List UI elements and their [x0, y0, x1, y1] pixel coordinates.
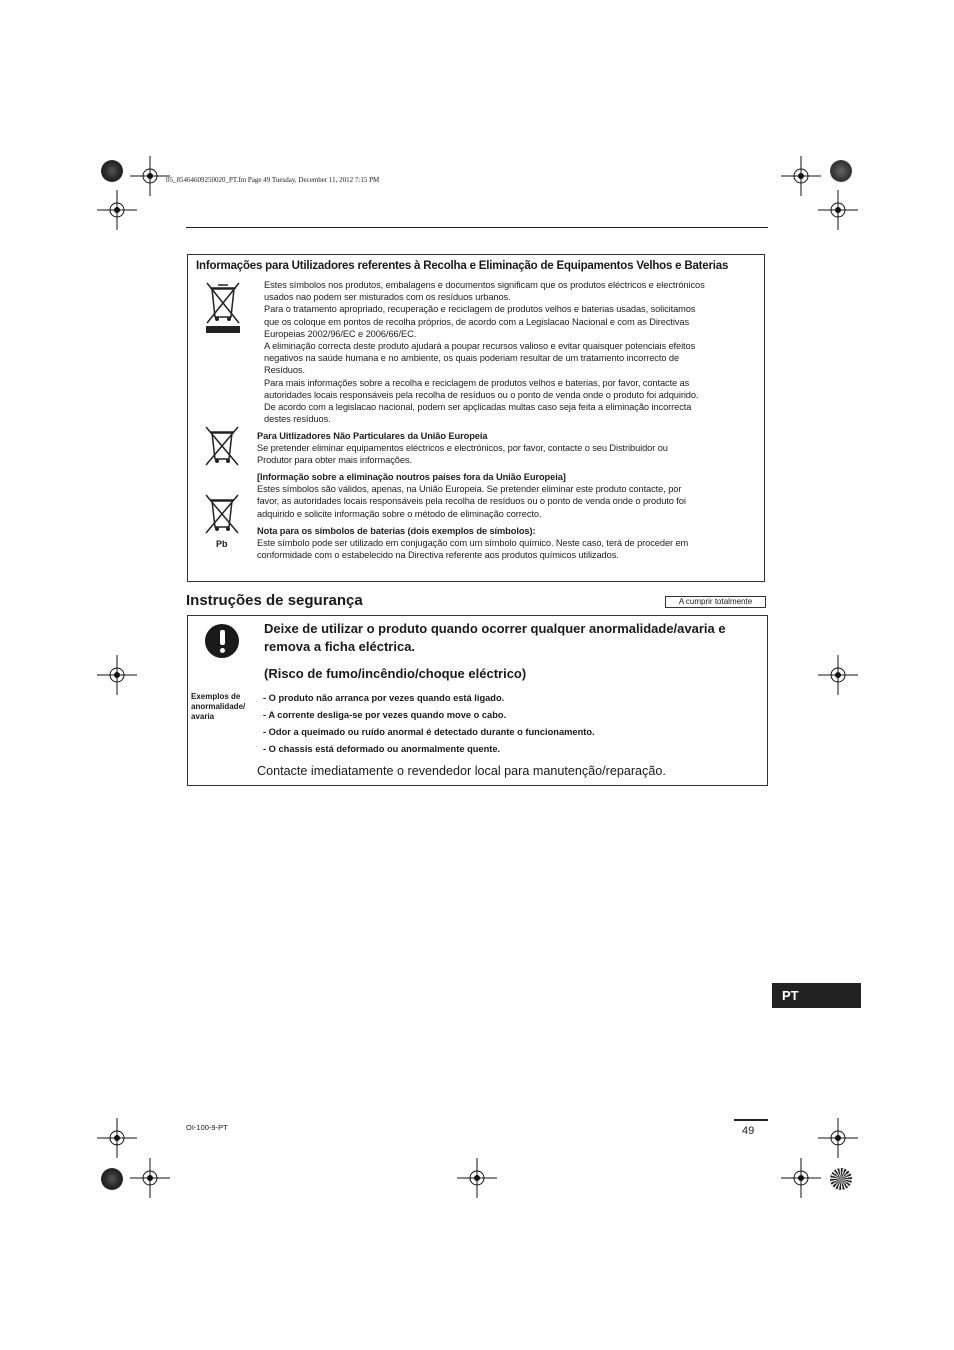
business-users-section: Para Uitlizadores Não Particulares da União Europeia Se pretender eliminar equipamentos eléctricos e electrónicos, por favor, contacte o seu Distribuidor ou Produtor para obter mais informações. [257, 431, 668, 466]
list-item: - A corrente desliga-se por vezes quando move o cabo. [263, 710, 507, 720]
outside-eu-section: [Informação sobre a eliminação noutros países fora da União Europeia] Estes símbolos são válidos, apenas, na União Europeia. Se pretender eliminar este produto contacte, por favor, as autoridades locais responsáveis pela recolha de resíduos ou o ponto de venda onde o produto foi adquirido e solicite informação sobre o método de eliminação correcto. [257, 472, 686, 519]
warning-risk-text: (Risco de fumo/incêndio/choque eléctrico) [264, 666, 527, 681]
contact-text: Contacte imediatamente o revendedor local para manutenção/reparação. [257, 764, 666, 778]
registration-mark-icon [781, 156, 821, 196]
warning-box [187, 615, 768, 786]
examples-list [263, 692, 595, 760]
crossed-bin-pb-icon [202, 493, 242, 537]
business-users-heading: Para Uitlizadores Não Particulares da União Europeia [257, 431, 488, 441]
disposal-title: Informações para Utilizadores referentes à Recolha e Eliminação de Equipamentos Velhos e Baterias [196, 260, 729, 272]
language-tab: PT [772, 983, 861, 1008]
header-rule [186, 227, 768, 228]
registration-mark-icon [818, 190, 858, 230]
registration-mark-icon [130, 156, 170, 196]
doc-code: OI-100-9-PT [186, 1123, 228, 1132]
registration-mark-icon [818, 655, 858, 695]
registration-mark-icon [457, 1158, 497, 1198]
registration-mark-icon [97, 1118, 137, 1158]
outside-eu-heading: [Informação sobre a eliminação noutros países fora da União Europeia] [257, 472, 566, 482]
crossed-bin-icon [202, 425, 242, 469]
warning-main-text: Deixe de utilizar o produto quando ocorrer qualquer anormalidade/avaria e remova a ficha eléctrica. [264, 621, 726, 654]
examples-label: Exemplos de anormalidade/ avaria [191, 692, 246, 721]
exclamation-circle-icon [205, 624, 239, 658]
registration-mark-icon [130, 1158, 170, 1198]
crossed-bin-icon [202, 279, 244, 335]
color-swatch-icon [830, 160, 852, 182]
color-swatch-icon [101, 160, 123, 182]
list-item: - O produto não arranca por vezes quando está ligado. [263, 693, 505, 703]
compliance-badge: A cumprir totalmente [665, 596, 766, 608]
list-item: - O chassis está deformado ou anormalmente quente. [263, 744, 501, 754]
battery-note-heading: Nota para os símbolos de baterias (dois exemplos de símbolos): [257, 526, 536, 536]
registration-mark-icon [97, 190, 137, 230]
list-item: - Odor a queimado ou ruído anormal é detectado durante o funcionamento. [263, 727, 595, 737]
battery-note-section: Nota para os símbolos de baterias (dois exemplos de símbolos): Este símbolo pode ser utilizado em conjugação com um símbolo químico. Neste caso, terá de proceder em conformidade com o estabelecido na Directiva referente aos produtos químicos utilizados. [257, 526, 689, 561]
registration-mark-icon [818, 1118, 858, 1158]
pb-label: Pb [216, 539, 228, 549]
color-swatch-icon [101, 1168, 123, 1190]
color-swatch-icon [830, 1168, 852, 1190]
page-number: 49 [742, 1125, 755, 1137]
registration-mark-icon [781, 1158, 821, 1198]
intro-text: Estes símbolos nos produtos, embalagens e documentos significam que os produtos eléctricos e electrónicos usados nao podem ser misturados com os resíduos urbanos. Para o tratamento apropriado, recuperação e reciclagem de produtos velhos e baterias usadas, solicitamos que os coloque em pontos de recolha próprios, de acordo com a Legislacao Nacional e com as Directivas Europeias 2002/96/EC e 2006/66/EC. A eliminação correcta deste produto ajudará a poupar recursos valioso e evitar quaisquer potenciais efeitos negativos na saúde humana e no ambiente, os quais poderiam resultar de um tratamento incorrecto de Resíduos. Para mais informações sobre a recolha e reciclagem de produtos velhos e baterias, por favor, contacte as autoridades locais responsáveis pela recolha de resíduos ou o ponto de venda onde o produto foi adquirido. De acordo com a legislacao nacional, podem ser apçlicadas multas caso seja feita a eliminação incorrecta destes resíduos. [264, 280, 705, 425]
disposal-info-box [187, 254, 765, 582]
page-number-rule [734, 1119, 768, 1121]
safety-title: Instruções de segurança [186, 592, 363, 609]
registration-mark-icon [97, 655, 137, 695]
file-info: 05_85464609250020_PT.fm Page 49 Tuesday, December 11, 2012 7:15 PM [166, 176, 380, 184]
